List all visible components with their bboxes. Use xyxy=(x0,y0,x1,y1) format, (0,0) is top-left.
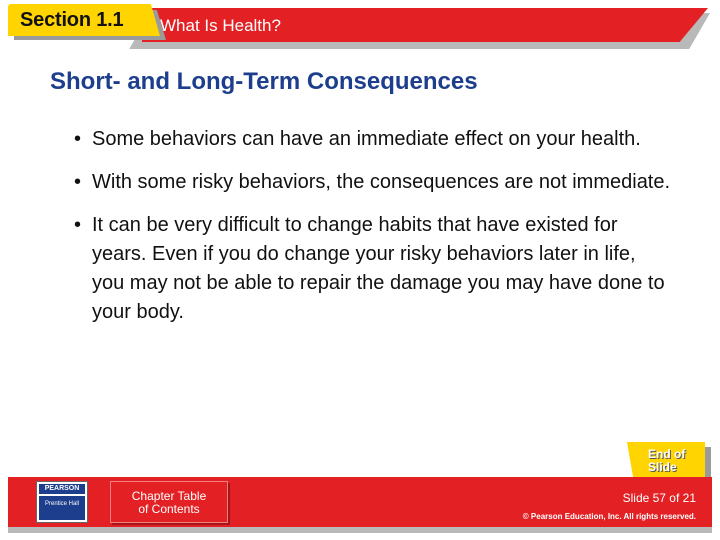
logo-top-text: PEARSON xyxy=(39,484,85,494)
pearson-logo xyxy=(36,481,88,523)
logo-bottom-text: Prentice Hall xyxy=(39,496,85,520)
copyright-notice: © Pearson Education, Inc. All rights reserved. xyxy=(522,512,696,521)
bullet-item: • Some behaviors can have an immediate effect on your health. xyxy=(72,125,672,154)
bullet-item: • With some risky behaviors, the consequences are not immediate. xyxy=(72,168,672,197)
bullet-list xyxy=(72,125,672,327)
end-of-slide-label[interactable]: End of Slide xyxy=(648,447,686,474)
header-title: What Is Health? xyxy=(160,16,281,35)
bullet-item: • It can be very difficult to change habits that have existed for years. Even if you do change your risky behaviors later in life, you may not be able to repair the damage you may have done to your body. xyxy=(72,211,672,327)
slide-title: Short- and Long-Term Consequences xyxy=(50,68,478,95)
slide-number: Slide 57 of 21 xyxy=(622,491,696,505)
chapter-toc-label[interactable]: Chapter Table of Contents xyxy=(131,489,207,516)
section-label: Section 1.1 xyxy=(20,9,124,31)
footer-shadow xyxy=(8,527,712,533)
